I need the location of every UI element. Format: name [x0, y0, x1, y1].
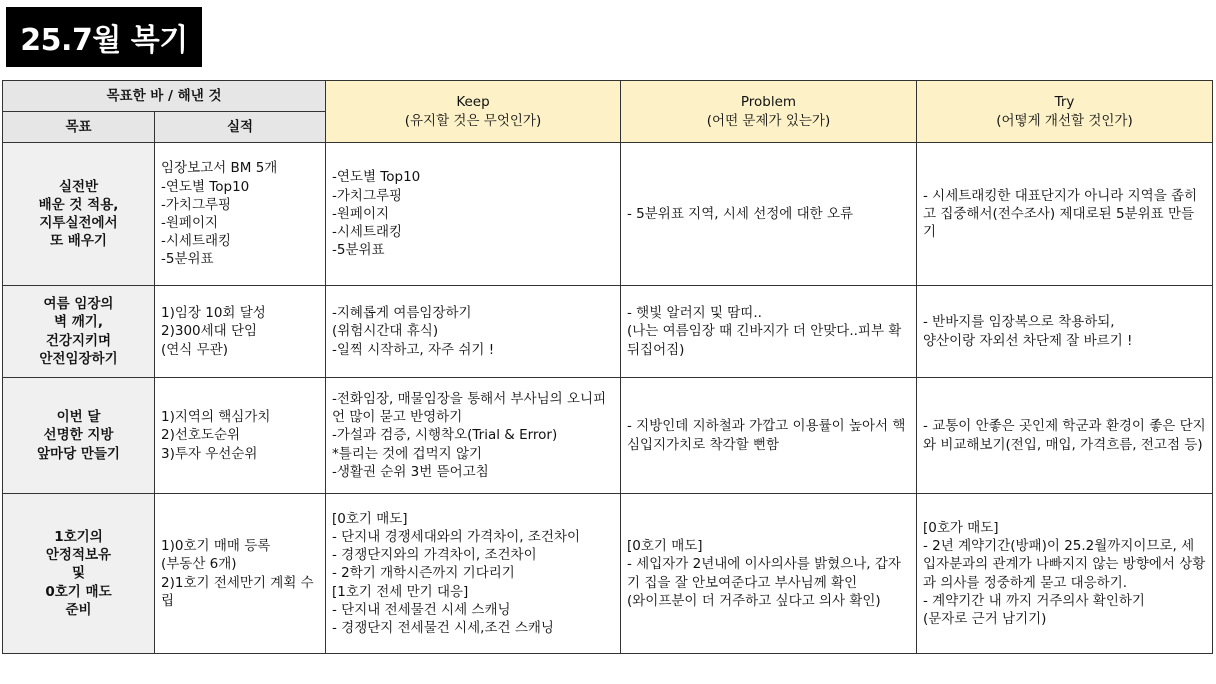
- keep-cell: -지혜롭게 여름임장하기 (위험시간대 휴식) -일찍 시작하고, 자주 쉬기 !: [326, 286, 621, 378]
- table-row: [3, 286, 1213, 378]
- header-problem-subtitle: (어떤 문제가 있는가): [706, 112, 831, 129]
- problem-cell: [0호기 매도] - 세입자가 2년내에 이사의사를 밝혔으나, 갑자기 집을 잘 안보여준다고 부사님께 확인 (와이프분이 더 거주하고 싶다고 의사 확인): [621, 494, 917, 654]
- result-cell: 1)지역의 핵심가치 2)선호도순위 3)투자 우선순위: [155, 378, 326, 494]
- table-row: [3, 494, 1213, 654]
- retrospective-table: [2, 80, 1213, 654]
- keep-cell: -전화임장, 매물임장을 통해서 부사님의 오니피언 많이 묻고 반영하기 -가설과 검증, 시행착오(Trial & Error) *틀리는 것에 겁먹지 않기 -생활권 순위 3번 뜯어고침: [326, 378, 621, 494]
- goal-cell: 1호기의 안정적보유 및 0호기 매도 준비: [3, 494, 155, 654]
- header-try-title: Try: [1054, 94, 1075, 111]
- header-problem: [621, 81, 917, 143]
- table-row: [3, 143, 1213, 286]
- header-try-subtitle: (어떻게 개선할 것인가): [996, 112, 1133, 129]
- header-problem-title: Problem: [740, 94, 797, 111]
- goal-cell: 이번 달 선명한 지방 앞마당 만들기: [3, 378, 155, 494]
- problem-cell: - 지방인데 지하철과 가깝고 이용률이 높아서 핵심입지가치로 착각할 뻔함: [621, 378, 917, 494]
- try-cell: - 반바지를 임장복으로 착용하되, 양산이랑 자외선 차단제 잘 바르기 !: [917, 286, 1213, 378]
- keep-cell: -연도별 Top10 -가치그루핑 -원페이지 -시세트래킹 -5분위표: [326, 143, 621, 286]
- try-cell: - 시세트래킹한 대표단지가 아니라 지역을 좁히고 집중해서(전수조사) 제대로된 5분위표 만들기: [917, 143, 1213, 286]
- result-cell: 1)임장 10회 달성 2)300세대 단임 (연식 무관): [155, 286, 326, 378]
- result-cell: 임장보고서 BM 5개 -연도별 Top10 -가치그루핑 -원페이지 -시세트래킹 -5분위표: [155, 143, 326, 286]
- header-keep-subtitle: (유지할 것은 무엇인가): [404, 112, 542, 129]
- keep-cell: [0호기 매도] - 단지내 경쟁세대와의 가격차이, 조건차이 - 경쟁단지와의 가격차이, 조건차이 - 2학기 개학시즌까지 기다리기 [1호기 전세 만기 대응] - 단지내 전세물건 시세 스캐닝 - 경쟁단지 전세물건 시세,조건 스캐닝: [326, 494, 621, 654]
- problem-cell: - 5분위표 지역, 시세 선정에 대한 오류: [621, 143, 917, 286]
- problem-cell: - 햇빛 알러지 및 땀띠.. (나는 여름임장 때 긴바지가 더 안맞다..피부 확 뒤집어짐): [621, 286, 917, 378]
- try-cell: [0호가 매도] - 2년 계약기간(방패)이 25.2월까지이므로, 세입자분과의 관계가 나빠지지 않는 방향에서 상황과 의사를 정중하게 묻고 대응하기. - 계약기간 내 까지 거주의사 확인하기 (문자로 근거 남기기): [917, 494, 1213, 654]
- header-keep: [326, 81, 621, 143]
- header-try: [917, 81, 1213, 143]
- result-cell: 1)0호기 매매 등록 (부동산 6개) 2)1호기 전세만기 계획 수립: [155, 494, 326, 654]
- table-row: [3, 378, 1213, 494]
- header-group: 목표한 바 / 해낸 것: [3, 81, 326, 112]
- goal-cell: 여름 임장의 벽 깨기, 건강지키며 안전임장하기: [3, 286, 155, 378]
- try-cell: - 교통이 안좋은 곳인제 학군과 환경이 좋은 단지와 비교해보기(전입, 매입, 가격흐름, 전고점 등): [917, 378, 1213, 494]
- header-result: 실적: [155, 112, 326, 143]
- goal-cell: 실전반 배운 것 적용, 지투실전에서 또 배우기: [3, 143, 155, 286]
- header-keep-title: Keep: [456, 94, 490, 111]
- header-goal: 목표: [3, 112, 155, 143]
- page-title: 25.7월 복기: [6, 7, 202, 67]
